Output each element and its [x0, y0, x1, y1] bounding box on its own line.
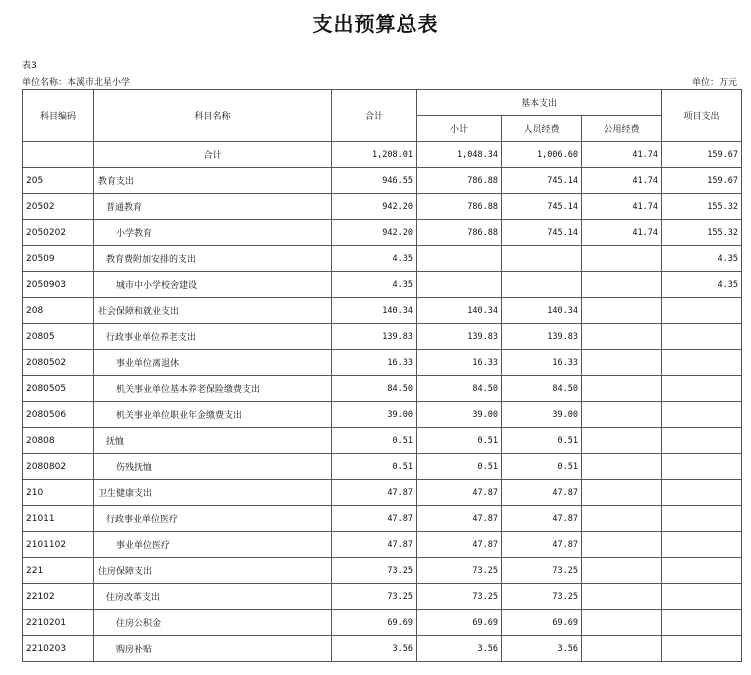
row-project [662, 402, 742, 428]
row-subtotal: 69.69 [417, 610, 502, 636]
row-code: 2050202 [23, 220, 94, 246]
header-total: 合计 [332, 90, 417, 142]
row-personnel: 47.87 [502, 506, 582, 532]
row-subtotal: 73.25 [417, 558, 502, 584]
row-public [582, 428, 662, 454]
row-project: 159.67 [662, 168, 742, 194]
table-row [23, 506, 742, 532]
row-subtotal: 786.88 [417, 220, 502, 246]
table-row [23, 194, 742, 220]
row-name: 机关事业单位基本养老保险缴费支出 [94, 376, 332, 402]
row-total: 946.55 [332, 168, 417, 194]
row-project [662, 298, 742, 324]
row-total: 73.25 [332, 558, 417, 584]
row-subtotal: 39.00 [417, 402, 502, 428]
row-project [662, 584, 742, 610]
row-total: 47.87 [332, 506, 417, 532]
header-basic: 基本支出 [417, 90, 662, 116]
row-subtotal: 140.34 [417, 298, 502, 324]
unit-name: 单位名称：本溪市北星小学 [22, 78, 131, 88]
table-row [23, 454, 742, 480]
row-project: 155.32 [662, 194, 742, 220]
row-project: 155.32 [662, 220, 742, 246]
row-total: 73.25 [332, 584, 417, 610]
row-name: 卫生健康支出 [94, 480, 332, 506]
row-code: 2080502 [23, 350, 94, 376]
row-subtotal: 84.50 [417, 376, 502, 402]
row-code: 2210201 [23, 610, 94, 636]
row-subtotal: 47.87 [417, 480, 502, 506]
row-personnel: 73.25 [502, 584, 582, 610]
header-project: 项目支出 [662, 90, 742, 142]
table-row [23, 324, 742, 350]
row-total: 0.51 [332, 428, 417, 454]
row-name: 抚恤 [94, 428, 332, 454]
row-public: 41.74 [582, 220, 662, 246]
table-row [23, 272, 742, 298]
table-body [23, 142, 742, 662]
row-subtotal: 786.88 [417, 194, 502, 220]
row-personnel: 69.69 [502, 610, 582, 636]
row-public: 41.74 [582, 142, 662, 168]
row-personnel [502, 272, 582, 298]
page-title: 支出预算总表 [312, 12, 439, 36]
row-subtotal: 786.88 [417, 168, 502, 194]
budget-table [22, 89, 742, 662]
table-row [23, 480, 742, 506]
row-project [662, 454, 742, 480]
row-code: 2050903 [23, 272, 94, 298]
row-total: 39.00 [332, 402, 417, 428]
row-personnel: 745.14 [502, 194, 582, 220]
row-code: 20502 [23, 194, 94, 220]
row-total: 942.20 [332, 194, 417, 220]
row-code: 2080506 [23, 402, 94, 428]
table-row [23, 584, 742, 610]
row-public: 41.74 [582, 168, 662, 194]
row-total: 47.87 [332, 480, 417, 506]
row-personnel: 3.56 [502, 636, 582, 662]
table-row [23, 246, 742, 272]
row-public [582, 376, 662, 402]
table-row [23, 168, 742, 194]
row-name: 合计 [94, 142, 332, 168]
row-public [582, 246, 662, 272]
row-project: 4.35 [662, 272, 742, 298]
row-public [582, 480, 662, 506]
table-number: 表3 [22, 61, 37, 71]
row-code: 22102 [23, 584, 94, 610]
row-public [582, 610, 662, 636]
row-total: 3.56 [332, 636, 417, 662]
row-personnel: 0.51 [502, 428, 582, 454]
row-code: 2101102 [23, 532, 94, 558]
row-name: 教育支出 [94, 168, 332, 194]
table-row [23, 220, 742, 246]
row-personnel: 745.14 [502, 168, 582, 194]
row-subtotal: 16.33 [417, 350, 502, 376]
row-code: 20509 [23, 246, 94, 272]
row-public [582, 454, 662, 480]
row-project [662, 480, 742, 506]
table-row [23, 532, 742, 558]
row-total: 140.34 [332, 298, 417, 324]
row-name: 住房保障支出 [94, 558, 332, 584]
row-project [662, 350, 742, 376]
row-public [582, 558, 662, 584]
row-project [662, 506, 742, 532]
row-public: 41.74 [582, 194, 662, 220]
row-total: 0.51 [332, 454, 417, 480]
table-row [23, 376, 742, 402]
row-name: 机关事业单位职业年金缴费支出 [94, 402, 332, 428]
row-code [23, 142, 94, 168]
row-total: 942.20 [332, 220, 417, 246]
row-name: 小学教育 [94, 220, 332, 246]
unit-label: 单位：万元 [691, 78, 737, 88]
row-total: 16.33 [332, 350, 417, 376]
row-name: 住房公积金 [94, 610, 332, 636]
row-public [582, 272, 662, 298]
row-public [582, 636, 662, 662]
row-code: 21011 [23, 506, 94, 532]
row-public [582, 532, 662, 558]
row-name: 教育费附加安排的支出 [94, 246, 332, 272]
row-personnel: 745.14 [502, 220, 582, 246]
row-personnel: 16.33 [502, 350, 582, 376]
row-total: 84.50 [332, 376, 417, 402]
row-name: 事业单位医疗 [94, 532, 332, 558]
row-public [582, 402, 662, 428]
row-project [662, 532, 742, 558]
row-project [662, 428, 742, 454]
row-subtotal [417, 272, 502, 298]
row-personnel [502, 246, 582, 272]
row-total: 47.87 [332, 532, 417, 558]
table-row [23, 298, 742, 324]
table-row [23, 402, 742, 428]
row-public [582, 584, 662, 610]
row-total: 139.83 [332, 324, 417, 350]
row-name: 事业单位离退休 [94, 350, 332, 376]
row-public [582, 324, 662, 350]
row-code: 221 [23, 558, 94, 584]
row-code: 2080802 [23, 454, 94, 480]
row-project [662, 636, 742, 662]
row-project [662, 610, 742, 636]
row-name: 城市中小学校舍建设 [94, 272, 332, 298]
row-code: 2210203 [23, 636, 94, 662]
row-public [582, 506, 662, 532]
row-subtotal: 47.87 [417, 506, 502, 532]
row-name: 住房改革支出 [94, 584, 332, 610]
row-code: 20805 [23, 324, 94, 350]
row-code: 20808 [23, 428, 94, 454]
row-name: 社会保障和就业支出 [94, 298, 332, 324]
row-subtotal: 0.51 [417, 454, 502, 480]
row-code: 2080505 [23, 376, 94, 402]
row-code: 208 [23, 298, 94, 324]
table-row [23, 636, 742, 662]
header-code: 科目编码 [23, 90, 94, 142]
row-code: 210 [23, 480, 94, 506]
table-row [23, 428, 742, 454]
row-total: 1,208.01 [332, 142, 417, 168]
row-total: 4.35 [332, 272, 417, 298]
row-personnel: 47.87 [502, 480, 582, 506]
row-total: 4.35 [332, 246, 417, 272]
row-project [662, 376, 742, 402]
header-public: 公用经费 [582, 116, 662, 142]
row-name: 购房补贴 [94, 636, 332, 662]
row-name: 伤残抚恤 [94, 454, 332, 480]
table-row [23, 142, 742, 168]
row-public [582, 350, 662, 376]
row-subtotal: 3.56 [417, 636, 502, 662]
row-name: 行政事业单位养老支出 [94, 324, 332, 350]
row-subtotal [417, 246, 502, 272]
row-project: 4.35 [662, 246, 742, 272]
row-project [662, 324, 742, 350]
row-total: 69.69 [332, 610, 417, 636]
table-row [23, 350, 742, 376]
row-subtotal: 47.87 [417, 532, 502, 558]
row-subtotal: 1,048.34 [417, 142, 502, 168]
row-personnel: 47.87 [502, 532, 582, 558]
row-project [662, 558, 742, 584]
header-subtotal: 小计 [417, 116, 502, 142]
header-name: 科目名称 [94, 90, 332, 142]
row-project: 159.67 [662, 142, 742, 168]
row-personnel: 140.34 [502, 298, 582, 324]
row-personnel: 84.50 [502, 376, 582, 402]
row-personnel: 1,006.60 [502, 142, 582, 168]
row-personnel: 0.51 [502, 454, 582, 480]
header-personnel: 人员经费 [502, 116, 582, 142]
table-row [23, 558, 742, 584]
row-subtotal: 0.51 [417, 428, 502, 454]
row-personnel: 73.25 [502, 558, 582, 584]
row-personnel: 39.00 [502, 402, 582, 428]
row-public [582, 298, 662, 324]
row-subtotal: 73.25 [417, 584, 502, 610]
row-name: 普通教育 [94, 194, 332, 220]
table-row [23, 610, 742, 636]
row-code: 205 [23, 168, 94, 194]
row-subtotal: 139.83 [417, 324, 502, 350]
row-personnel: 139.83 [502, 324, 582, 350]
row-name: 行政事业单位医疗 [94, 506, 332, 532]
